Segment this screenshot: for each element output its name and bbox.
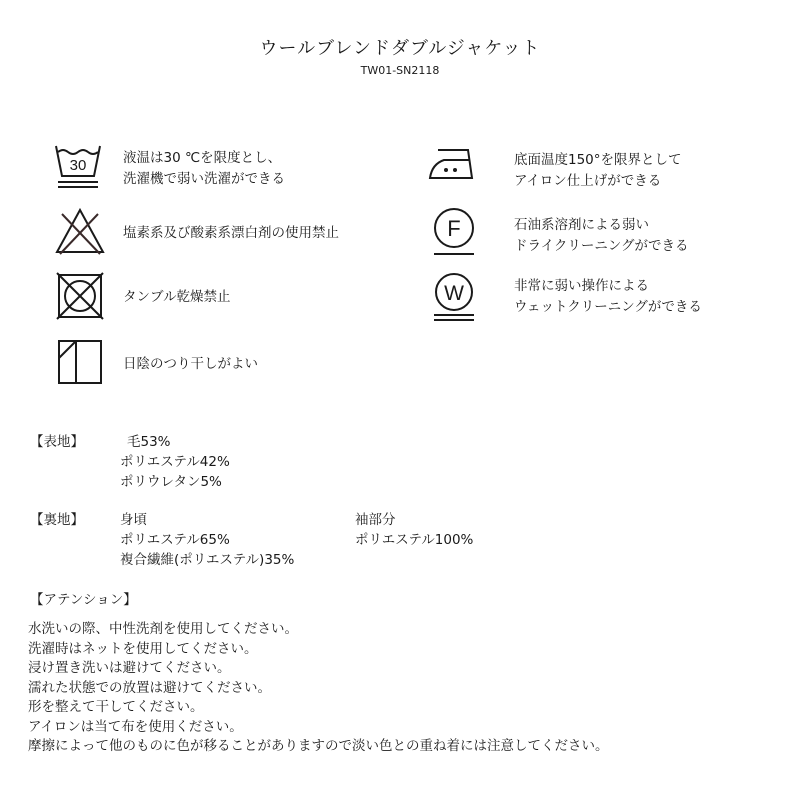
outer-fabric-value: ポリエステル42% [120, 454, 230, 470]
wash-instruction-line: 液温は30 ℃を限度とし、 [123, 150, 282, 166]
lining-body-value: 複合繊維(ポリエステル)35% [120, 552, 295, 568]
dryclean-instruction-line: ドライクリーニングができる [514, 238, 689, 254]
wash-temperature-number: 30 [69, 157, 87, 174]
wetclean-instruction-line: ウェットクリーニングができる [514, 299, 702, 315]
dry-clean-letter: F [447, 216, 461, 241]
no-tumble-dry-icon [54, 270, 106, 322]
lining-body-title: 身頃 [120, 512, 147, 528]
wash-tub-icon [52, 140, 104, 192]
line-dry-shade-icon [54, 336, 106, 388]
attention-line: アイロンは当て布を使用ください。 [28, 718, 243, 735]
iron-instruction-line: 底面温度150°を限界として [514, 152, 682, 168]
wet-clean-w-icon [428, 272, 480, 324]
no-bleach-icon [54, 206, 106, 258]
attention-line: 摩擦によって他のものに色が移ることがありますので淡い色との重ね着には注意してください。 [28, 738, 609, 754]
outer-fabric-label: 【表地】 [30, 434, 84, 450]
product-code: TW01-SN2118 [360, 64, 440, 77]
attention-line: 洗濯時はネットを使用してください。 [28, 640, 258, 657]
dry-instruction-line: 日陰のつり干しがよい [123, 356, 258, 372]
attention-heading: 【アテンション】 [30, 592, 137, 608]
attention-line: 水洗いの際、中性洗剤を使用してください。 [28, 621, 298, 637]
dry-clean-f-icon [428, 206, 480, 258]
lining-sleeve-value: ポリエステル100% [355, 532, 474, 548]
iron-medium-icon [428, 140, 480, 192]
attention-line: 浸け置き洗いは避けてください。 [28, 660, 231, 676]
dry-instruction [123, 354, 258, 375]
wash-instruction-line: 洗濯機で弱い洗濯ができる [123, 171, 285, 187]
bleach-instruction-line: 塩素系及び酸素系漂白剤の使用禁止 [123, 225, 339, 241]
wash-instruction [123, 148, 285, 190]
outer-fabric-value: 毛53% [127, 434, 171, 450]
attention-line: 濡れた状態での放置は避けてください。 [28, 679, 271, 696]
dryclean-instruction [514, 215, 689, 257]
iron-instruction-line: アイロン仕上げができる [514, 173, 662, 189]
lining-body-value: ポリエステル65% [120, 532, 230, 548]
wet-clean-letter: W [444, 282, 464, 305]
lining-fabric-label: 【裏地】 [30, 512, 84, 528]
attention-notes [28, 620, 609, 757]
dryclean-instruction-line: 石油系溶剤による弱い [514, 217, 649, 233]
outer-fabric-value: ポリウレタン5% [120, 474, 222, 490]
product-name: ウールブレンドダブルジャケット [259, 38, 541, 59]
bleach-instruction [123, 223, 339, 244]
tumble-instruction-line: タンブル乾燥禁止 [123, 289, 231, 305]
tumble-instruction [123, 287, 230, 308]
wetclean-instruction-line: 非常に弱い操作による [514, 278, 649, 294]
iron-instruction [514, 150, 682, 192]
attention-line: 形を整えて干してください。 [28, 699, 204, 715]
lining-sleeve-title: 袖部分 [355, 512, 396, 528]
wetclean-instruction [514, 276, 702, 318]
